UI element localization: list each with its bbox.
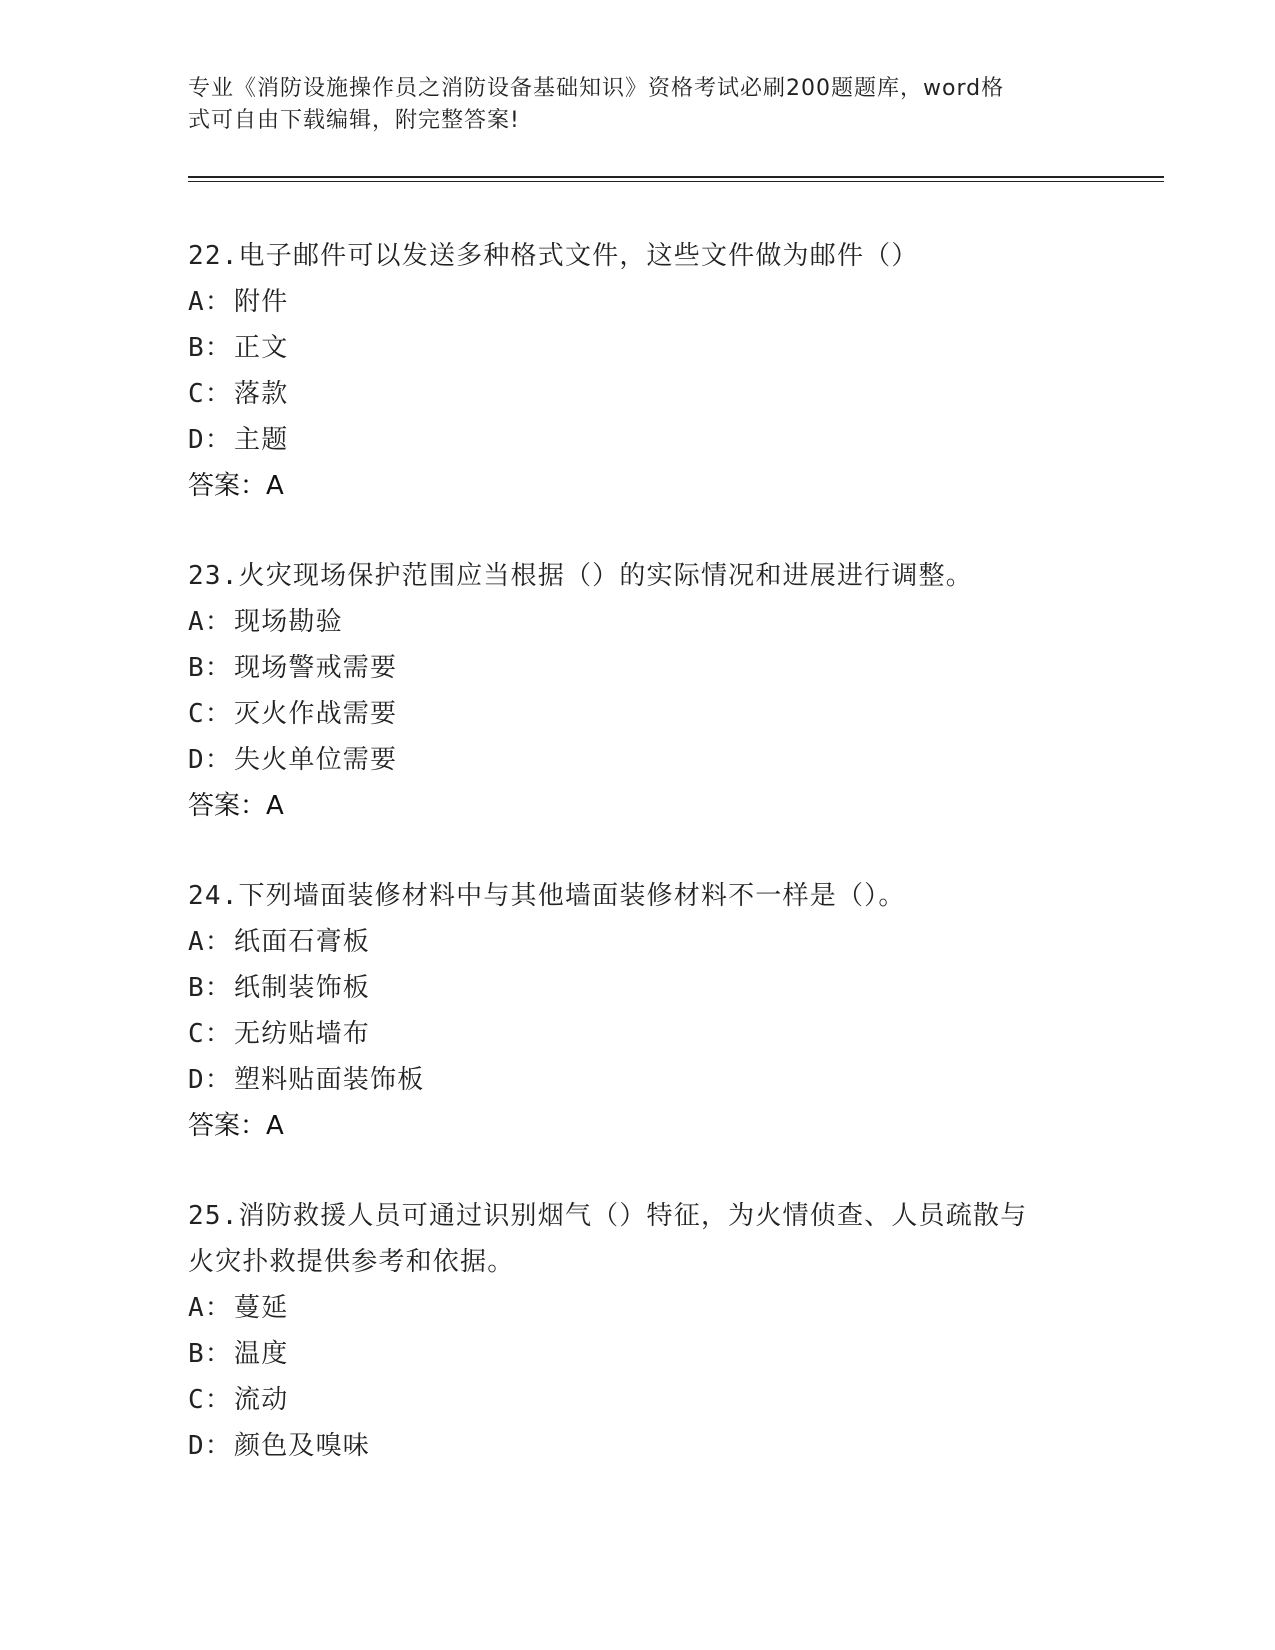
option-text: 纸制装饰板 xyxy=(234,973,371,1003)
option-b xyxy=(188,965,1088,1011)
option-key: B： xyxy=(188,653,233,683)
option-key: A： xyxy=(188,927,233,957)
header-line-2: 式可自由下载编辑，附完整答案! xyxy=(188,108,520,133)
option-key: C： xyxy=(188,379,233,409)
option-c xyxy=(188,1011,1088,1057)
option-text: 灭火作战需要 xyxy=(234,699,398,729)
option-text: 落款 xyxy=(234,379,289,409)
option-key: D： xyxy=(188,425,233,455)
option-text: 塑料贴面装饰板 xyxy=(234,1065,425,1095)
question-25 xyxy=(188,1193,1088,1469)
option-text: 流动 xyxy=(234,1385,289,1415)
option-a xyxy=(188,1285,1088,1331)
question-stem: 22.电子邮件可以发送多种格式文件，这些文件做为邮件（） xyxy=(188,241,919,271)
option-c xyxy=(188,1377,1088,1423)
option-key: C： xyxy=(188,699,233,729)
question-stem: 24.下列墙面装修材料中与其他墙面装修材料不一样是（）。 xyxy=(188,881,906,911)
option-b xyxy=(188,1331,1088,1377)
option-a xyxy=(188,279,1088,325)
option-d xyxy=(188,1057,1088,1103)
question-24 xyxy=(188,873,1088,1149)
option-key: C： xyxy=(188,1019,233,1049)
question-stem: 23.火灾现场保护范围应当根据（）的实际情况和进展进行调整。 xyxy=(188,561,973,591)
option-d xyxy=(188,1423,1088,1469)
option-text: 蔓延 xyxy=(234,1293,289,1323)
answer-line: 答案：A xyxy=(188,471,284,501)
answer-line: 答案：A xyxy=(188,791,284,821)
question-23 xyxy=(188,553,1088,829)
header-divider-thin xyxy=(188,181,1164,182)
header-line-1: 专业《消防设施操作员之消防设备基础知识》资格考试必刷200题题库，word格 xyxy=(188,76,1005,101)
option-text: 颜色及嗅味 xyxy=(234,1431,371,1461)
option-key: B： xyxy=(188,333,233,363)
option-c xyxy=(188,691,1088,737)
option-text: 现场警戒需要 xyxy=(234,653,398,683)
header-divider-thick xyxy=(188,176,1164,178)
option-d xyxy=(188,737,1088,783)
option-text: 附件 xyxy=(234,287,289,317)
option-key: D： xyxy=(188,745,233,775)
option-key: B： xyxy=(188,1339,233,1369)
option-text: 现场勘验 xyxy=(234,607,343,637)
option-key: A： xyxy=(188,1293,233,1323)
option-c xyxy=(188,371,1088,417)
question-22 xyxy=(188,233,1088,509)
option-key: A： xyxy=(188,287,233,317)
option-key: D： xyxy=(188,1431,233,1461)
option-b xyxy=(188,325,1088,371)
document-header xyxy=(188,73,1068,137)
option-text: 温度 xyxy=(234,1339,289,1369)
option-text: 失火单位需要 xyxy=(234,745,398,775)
option-a xyxy=(188,599,1088,645)
option-a xyxy=(188,919,1088,965)
option-key: D： xyxy=(188,1065,233,1095)
option-b xyxy=(188,645,1088,691)
answer-line: 答案：A xyxy=(188,1111,284,1141)
option-text: 主题 xyxy=(234,425,289,455)
question-stem-line-1: 25.消防救援人员可通过识别烟气（）特征，为火情侦查、人员疏散与 xyxy=(188,1201,1028,1231)
option-text: 正文 xyxy=(234,333,289,363)
option-key: B： xyxy=(188,973,233,1003)
option-key: A： xyxy=(188,607,233,637)
question-stem-line-2: 火灾扑救提供参考和依据。 xyxy=(188,1247,515,1277)
option-text: 纸面石膏板 xyxy=(234,927,371,957)
option-d xyxy=(188,417,1088,463)
option-key: C： xyxy=(188,1385,233,1415)
option-text: 无纺贴墙布 xyxy=(234,1019,371,1049)
